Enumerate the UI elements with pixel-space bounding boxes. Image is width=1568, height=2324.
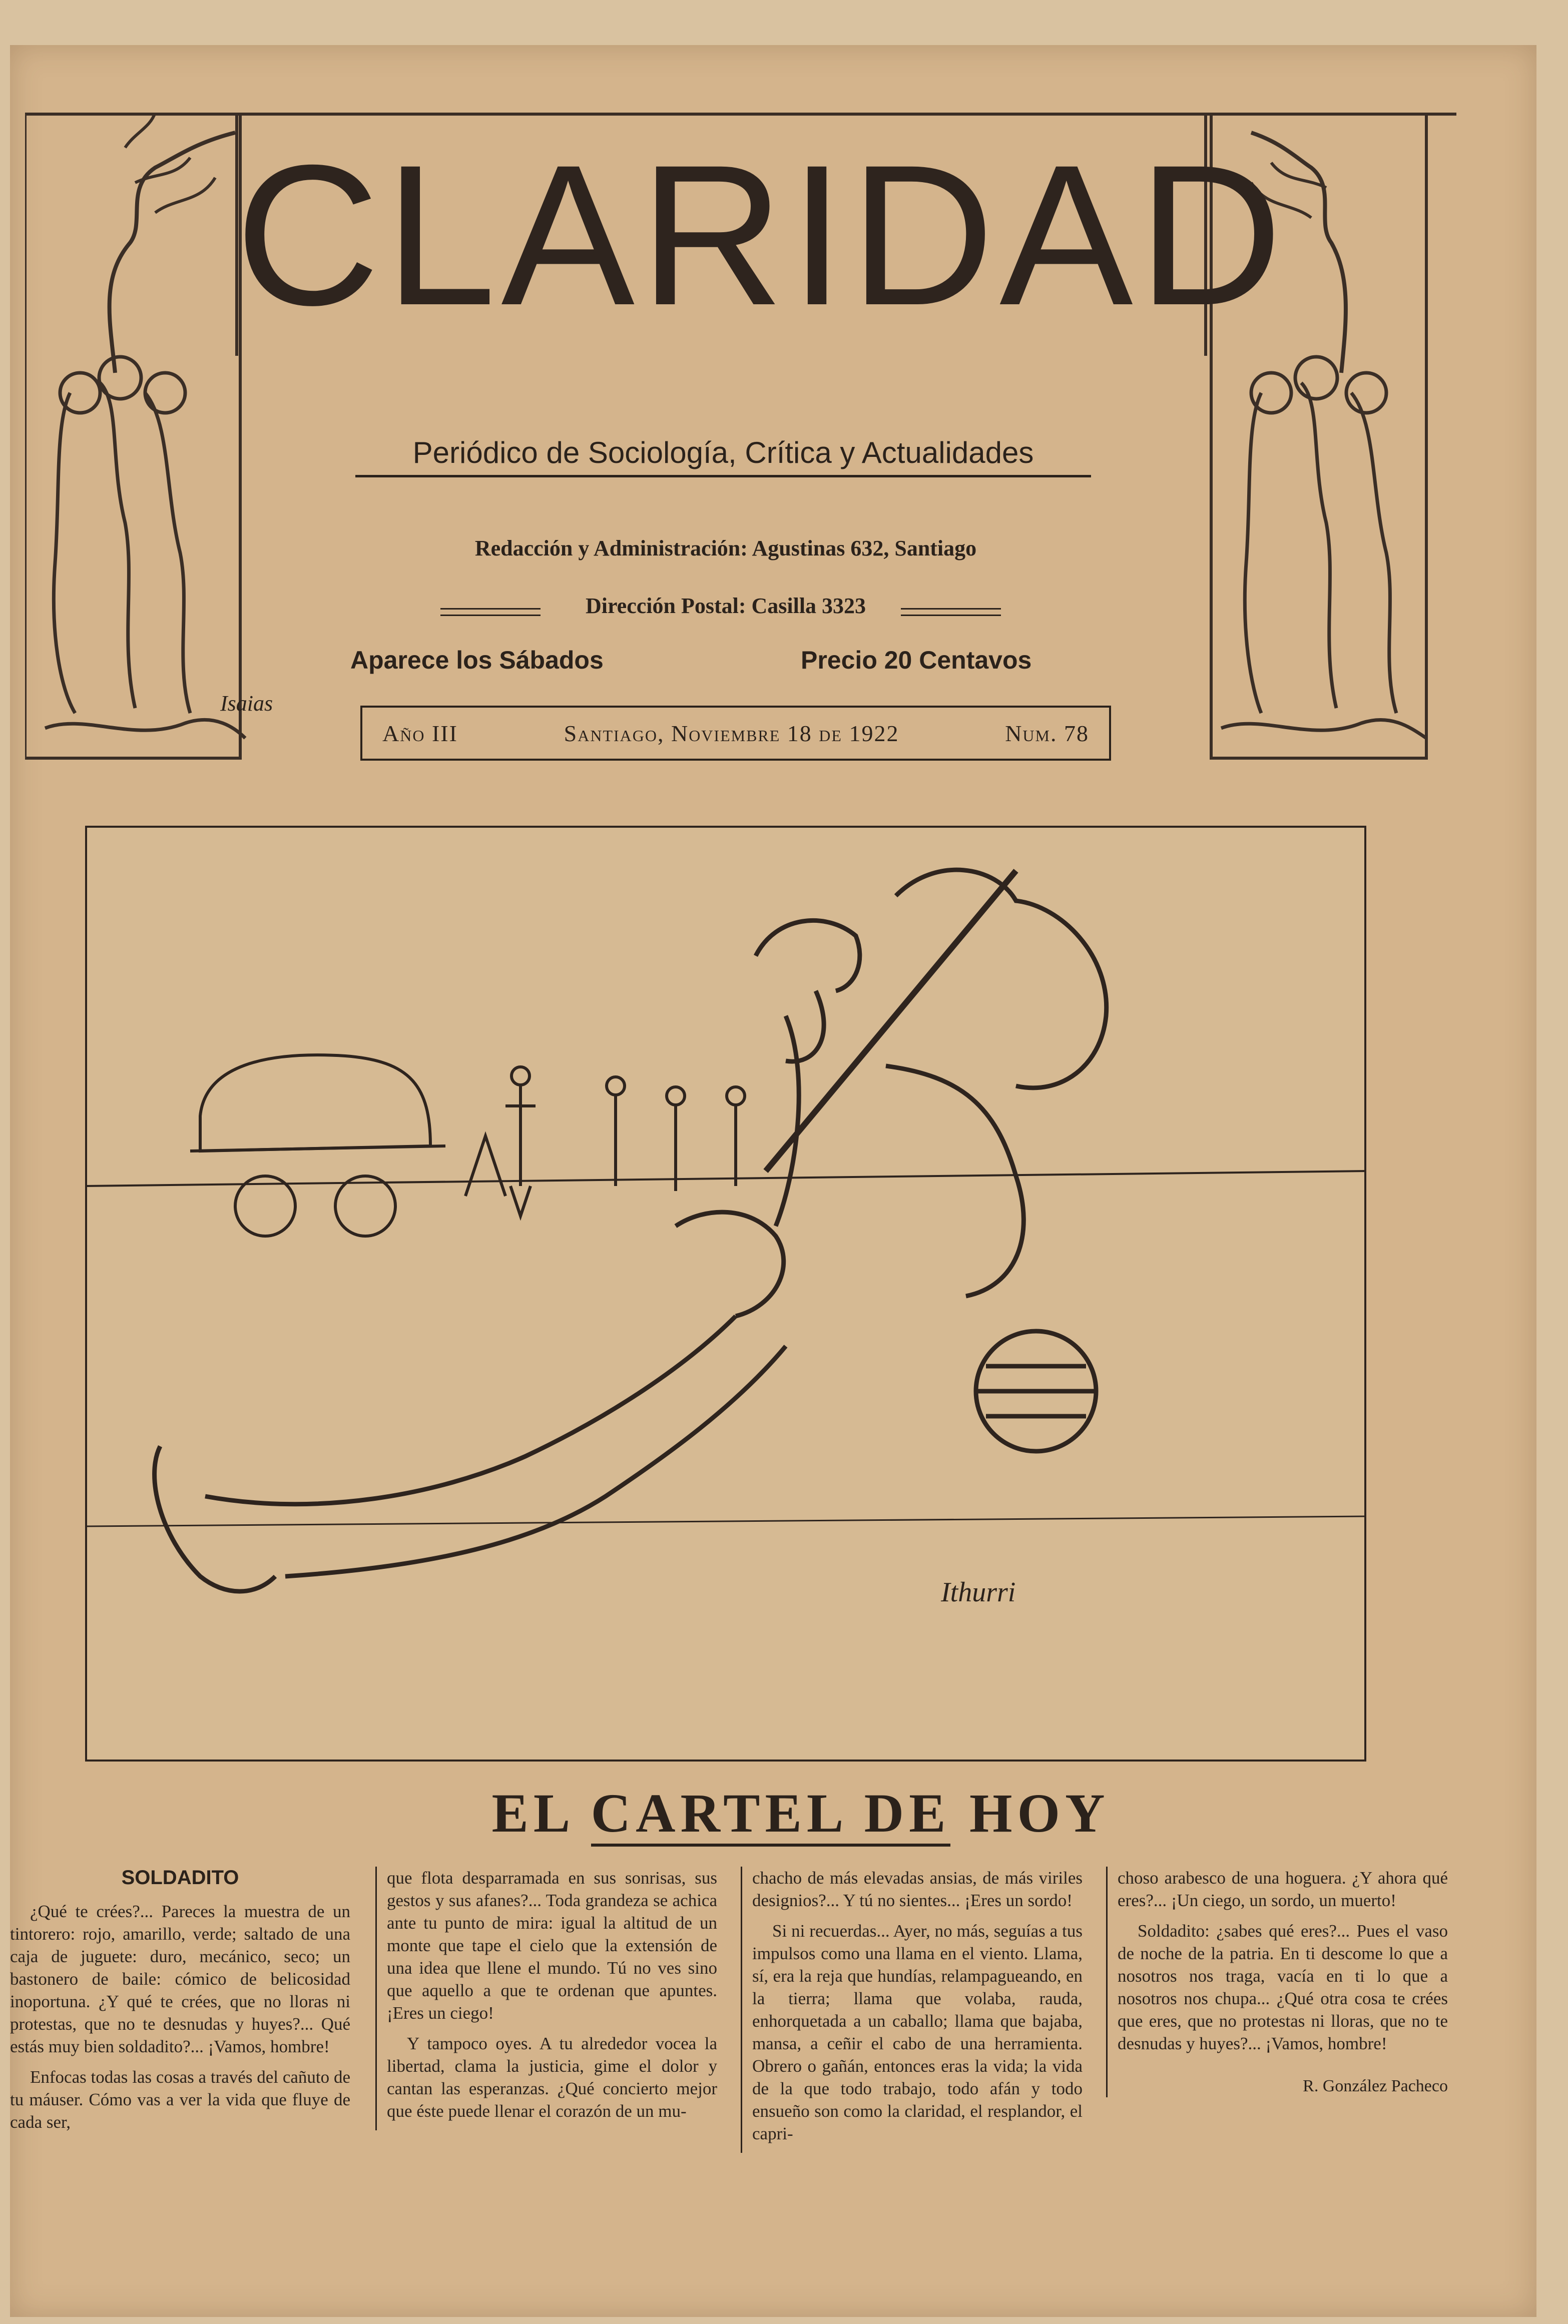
article-column-4 — [1106, 1867, 1448, 2097]
paragraph: que flota desparramada en sus sonrisas, sus gestos y sus afanes?... Toda grandeza se achica ante tu punto de mira: igual la altitud de un monte que tape el cielo que la extensión de una idea que llene el mundo. Tú no ves sino que aquello a que te ordenan que apuntes. ¡Eres un ciego! — [387, 1868, 717, 2023]
left-decorative-figures — [25, 113, 260, 763]
issue-price: Precio 20 Centavos — [801, 646, 1032, 674]
masthead-artist-signature: Isaias — [220, 691, 273, 716]
paragraph: Soldadito: ¿sabes qué eres?... Pues el vaso de noche de la patria. En ti descome lo que a nosotros nos traga, vacía en ti lo que a nosotros nos chupa... ¿Qué otra cosa te crées que eres, que no protestas ni lloras, que no te desnudas y huyes?... ¡Vamos, hombre! — [1118, 1921, 1448, 2053]
illustration-artist-signature: Ithurri — [941, 1577, 1016, 1608]
publication-frequency: Aparece los Sábados — [350, 646, 604, 674]
masthead-title: CLARIDAD — [235, 123, 1288, 347]
paragraph: ¿Qué te crées?... Pareces la muestra de un tintorero: rojo, amarillo, verde; saltado de una caja de juguete: duro, mecánico, seco; un bastonero de baile: cómico de belicosidad inoportuna. ¿Y qué te crées, que no lloras ni protestas, que no te desnudas y huyes?... Qué estás muy bien soldadito?... ¡Vamos, hombre! — [10, 1902, 350, 2056]
paragraph: Y tampoco oyes. A tu alrededor vocea la libertad, clama la justicia, gime el dolor y cantan las esperanzas. ¿Qué concierto mejor que éste puede llenar el corazón de un mu- — [387, 2034, 717, 2121]
issue-info-bar — [360, 706, 1111, 761]
paragraph: chacho de más elevadas ansias, de más viriles designios?... Y tú no sientes... ¡Eres un sordo! — [752, 1868, 1083, 1910]
headline-part-2: CARTEL DE — [591, 1783, 951, 1847]
issue-place-date: Santiago, Noviembre 18 de 1922 — [564, 720, 899, 746]
article-soldadito — [10, 1867, 1461, 2207]
headline — [250, 1782, 1351, 1845]
article-column-1 — [10, 1867, 350, 2141]
article-column-3 — [741, 1867, 1083, 2153]
headline-part-1: EL — [491, 1783, 573, 1844]
postal-address: Dirección Postal: Casilla 3323 — [585, 594, 866, 618]
article-author: R. González Pacheco — [1303, 2077, 1448, 2095]
soldier-illustration — [85, 826, 1366, 1762]
paragraph: Enfocas todas las cosas a través del cañuto de tu máuser. Cómo vas a ver la vida que fluye de cada ser, — [10, 2067, 350, 2132]
postal-rule-right — [901, 608, 1001, 616]
headline-part-3: HOY — [969, 1783, 1110, 1844]
issue-number: Num. 78 — [1005, 720, 1089, 746]
issue-year: Año III — [382, 720, 458, 746]
paragraph: Si ni recuerdas... Ayer, no más, seguías a tus impulsos como una llama en el viento. Llama, sí, era la reja que hundías, relampagueando, en la tierra; llama que volaba, rauda, enhorquetada a un caballo; llama que bajaba, mansa, a ceñir el cabo de una herramienta. Obrero o gañán, entonces eras la vida; la vida de la que todo trabajo, todo afán y todo ensueño son como la claridad, el resplandor, el capri- — [752, 1921, 1083, 2143]
masthead-subtitle: Periódico de Sociología, Crítica y Actualidades — [355, 435, 1091, 477]
article-title: SOLDADITO — [121, 1867, 239, 1889]
editorial-address: Redacción y Administración: Agustinas 632, Santiago — [474, 536, 977, 560]
paragraph: choso arabesco de una hoguera. ¿Y ahora qué eres?... ¡Un ciego, un sordo, un muerto! — [1118, 1868, 1448, 1910]
article-column-2 — [375, 1867, 717, 2130]
